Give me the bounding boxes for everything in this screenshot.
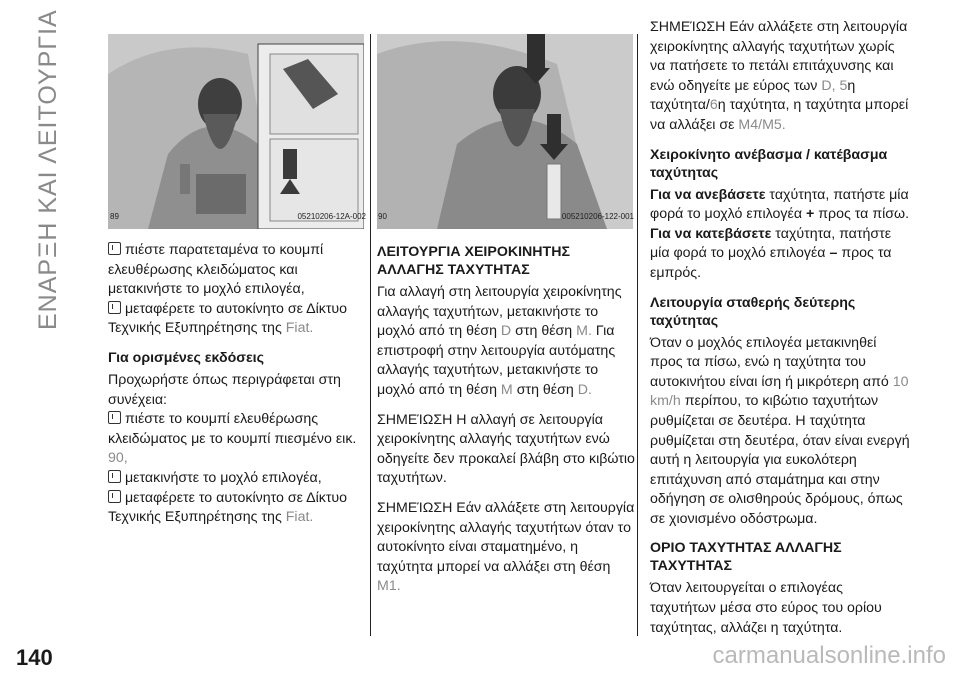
- text-column-1: [108, 241, 366, 538]
- paragraph: Όταν λειτουργείται ο επιλογέας ταχυτήτων μέσα στο εύρος του ορίου ταχύτητας, αλλάζει η ταχύτητα.: [650, 580, 882, 636]
- text-column-3: [650, 18, 910, 648]
- figure-90-number: 90: [378, 212, 387, 221]
- paragraph: Προχωρήστε όπως περιγράφεται στη συνέχεια: πιέστε το κουμπί ελευθέρωσης κλειδώματος με το κουμπί πιεσμένο εικ. 90, μετακινήστε το μοχλό επιλογέα, μεταφέρετε το αυτοκίνητο σε Δίκτυο Τεχνικής Εξυπηρέτησης της Fiat.: [108, 371, 357, 526]
- section-heading: ΟΡΙΟ ΤΑΧΥΤΗΤΑΣ ΑΛΛΑΓΗΣ ΤΑΧΥΤΗΤΑΣ: [650, 540, 842, 575]
- gear-shift-icon: [108, 470, 121, 483]
- figure-90-caption: [378, 212, 634, 221]
- paragraph: Όταν ο μοχλός επιλογέα μετακινηθεί προς τα πίσω, ενώ η ταχύτητα του αυτοκινήτου είναι ίση ή μικρότερη από 10 km/h περίπου, το κιβώτιο ταχυτήτων ρυθμίζεται σε δευτέρα. Η ταχύτητα ρυθμίζεται στη δευτέρα, όταν είναι ενεργή αυτή η λειτουργία για ευκολότερη επιτάχυνση από σταμάτημα και στην οδήγηση σε ολισθηρούς δρόμους, όπως σε χιονισμένο οδόστρωμα.: [650, 334, 910, 527]
- section-heading: ΛΕΙΤΟΥΡΓΙΑ ΧΕΙΡΟΚΙΝΗΤΗΣ ΑΛΛΑΓΗΣ ΤΑΧΥΤΗΤΑΣ: [377, 244, 570, 278]
- figure-89-code: 05210206-12A-002: [297, 212, 366, 221]
- gear-shift-icon: [108, 301, 121, 314]
- text-column-2: [377, 243, 635, 607]
- figure-89-caption: [110, 212, 366, 221]
- figure-89-gear-selector-photo: [108, 34, 364, 229]
- subheading: Λειτουργία σταθερής δεύτερης ταχύτητας: [650, 294, 856, 329]
- paragraph: πιέστε παρατεταμένα το κουμπί ελευθέρωσης κλειδώματος και μετακινήστε το μοχλό επιλογέα, μεταφέρετε το αυτοκίνητο σε Δίκτυο Τεχνικής Εξυπηρέτησης της Fiat.: [108, 242, 348, 337]
- figure-90-gear-selector-photo: [377, 34, 633, 229]
- chapter-side-title: ΕΝΑΡΞΗ ΚΑΙ ΛΕΙΤΟΥΡΓΙΑ: [34, 9, 62, 330]
- subheading: Για ορισμένες εκδόσεις: [108, 349, 264, 366]
- column-divider: [370, 34, 371, 636]
- subheading: Χειροκίνητο ανέβασμα / κατέβασμα ταχύτητας: [650, 146, 888, 181]
- paragraph: Για αλλαγή στη λειτουργία χειροκίνητης αλλαγής ταχυτήτων, μετακινήστε το μοχλό από τη θέση D στη θέση M. Για επιστροφή στην λειτουργία αυτόματης αλλαγής ταχυτήτων, μετακινήστε το μοχλό από τη θέση M στη θέση D.: [377, 284, 622, 398]
- figure-90-code: 005210206-122-001: [561, 212, 634, 221]
- gear-shift-icon: [108, 242, 121, 255]
- page-number: 140: [16, 645, 53, 670]
- paragraph: Για να ανεβάσετε ταχύτητα, πατήστε μία φορά το μοχλό επιλογέα + προς τα πίσω. Για να κατεβάσετε ταχύτητα, πατήστε μία φορά το μοχλό επιλογέα – προς τα εμπρός.: [650, 186, 910, 281]
- column-divider: [637, 34, 638, 636]
- gear-shift-icon: [108, 490, 121, 503]
- watermark: carmanualsonline.info: [712, 642, 946, 669]
- gear-shift-icon: [108, 411, 121, 424]
- note-paragraph: ΣΗΜΕΊΩΣΗ Εάν αλλάξετε στη λειτουργία χειροκίνητης αλλαγής ταχυτήτων όταν το αυτοκίνητο είναι σταματημένο, η ταχύτητα μπορεί να αλλάξει στη θέση M1.: [377, 499, 635, 595]
- figure-89-number: 89: [110, 212, 119, 221]
- note-paragraph: ΣΗΜΕΊΩΣΗ Η αλλαγή σε λειτουργία χειροκίνητης αλλαγής ταχυτήτων ενώ οδηγείτε δεν προκαλεί βλάβη στο κιβώτιο ταχυτήτων.: [377, 411, 635, 487]
- note-paragraph: ΣΗΜΕΊΩΣΗ Εάν αλλάξετε στη λειτουργία χειροκίνητης αλλαγής ταχυτήτων χωρίς να πατήσετε το πετάλι επιτάχυνσης και ενώ οδηγείτε με εύρος των D, 5η ταχύτητα/6η ταχύτητα, η ταχύτητα μπορεί να αλλάξει σε M4/M5.: [650, 19, 909, 133]
